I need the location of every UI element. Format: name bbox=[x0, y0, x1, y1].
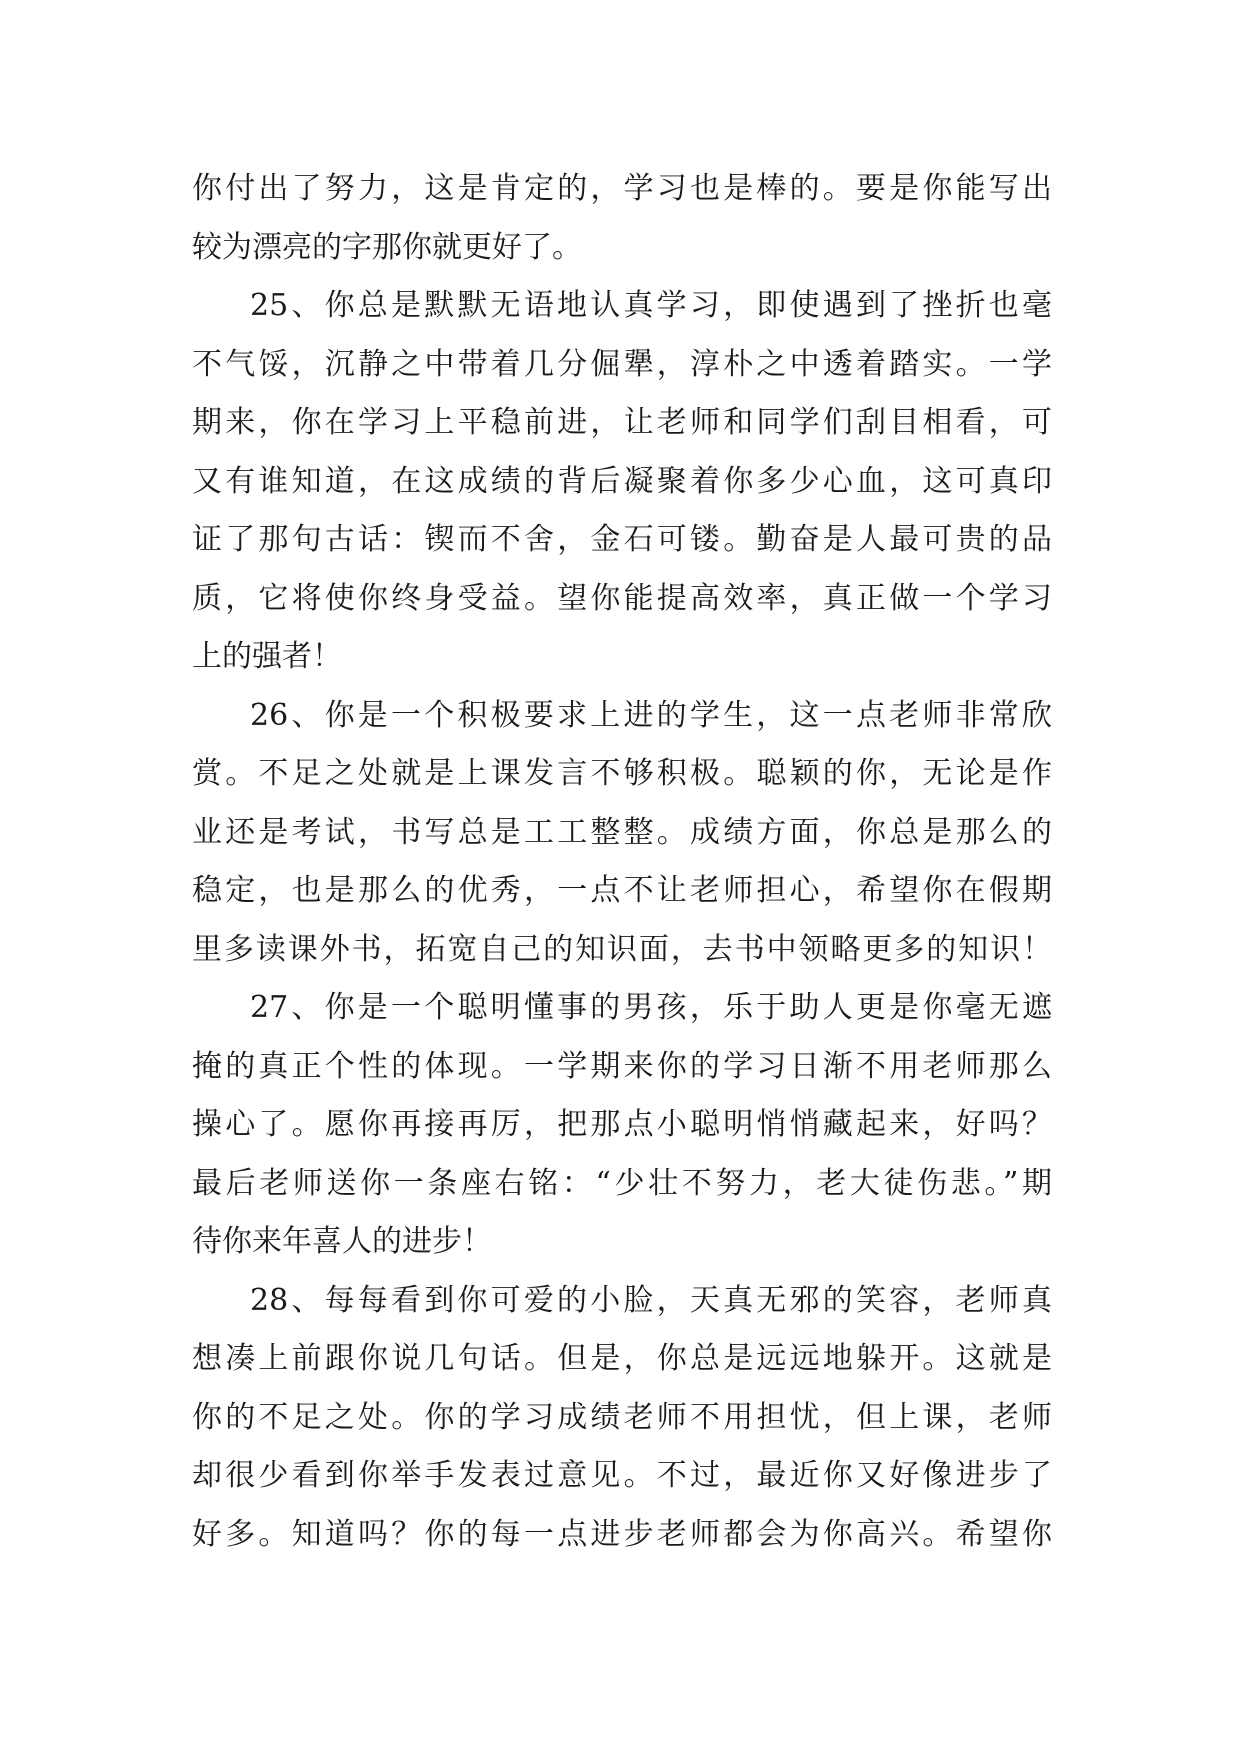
text-line: 你付出了努力，这是肯定的，学习也是棒的。要是你能写出 bbox=[192, 171, 1052, 206]
text-line: 27、你是一个聪明懂事的男孩，乐于助人更是你毫无遮 bbox=[250, 990, 1052, 1025]
text-line: 想凑上前跟你说几句话。但是，你总是远远地躲开。这就是 bbox=[192, 1341, 1052, 1376]
text-line: 赏。不足之处就是上课发言不够积极。聪颖的你，无论是作 bbox=[192, 756, 1052, 791]
text-line: 28、每每看到你可爱的小脸，天真无邪的笑容，老师真 bbox=[250, 1282, 1052, 1318]
text-line: 最后老师送你一条座右铭：“少壮不努力，老大徒伤悲。”期 bbox=[192, 1165, 1052, 1201]
text-line: 操心了。愿你再接再厉，把那点小聪明悄悄藏起来，好吗？ bbox=[192, 1107, 1052, 1142]
text-line: 26、你是一个积极要求上进的学生，这一点老师非常欣 bbox=[250, 697, 1052, 733]
body-text bbox=[192, 160, 1052, 1564]
text-line: 不气馁，沉静之中带着几分倔犟，淳朴之中透着踏实。一学 bbox=[192, 346, 1052, 382]
text-line: 又有谁知道，在这成绩的背后凝聚着你多少心血，这可真印 bbox=[192, 463, 1052, 499]
text-line: 里多读课外书，拓宽自己的知识面，去书中领略更多的知识！ bbox=[192, 931, 1052, 967]
text-line: 期来，你在学习上平稳前进，让老师和同学们刮目相看，可 bbox=[192, 405, 1052, 440]
text-line: 较为漂亮的字那你就更好了。 bbox=[192, 229, 582, 265]
text-line: 25、你总是默默无语地认真学习，即使遇到了挫折也毫 bbox=[250, 288, 1052, 323]
text-line: 却很少看到你举手发表过意见。不过，最近你又好像进步了 bbox=[192, 1458, 1052, 1493]
text-line: 上的强者！ bbox=[192, 639, 342, 674]
text-line: 好多。知道吗？你的每一点进步老师都会为你高兴。希望你 bbox=[192, 1516, 1052, 1552]
text-line: 稳定，也是那么的优秀，一点不让老师担心，希望你在假期 bbox=[192, 873, 1052, 908]
text-line: 掩的真正个性的体现。一学期来你的学习日渐不用老师那么 bbox=[192, 1048, 1052, 1084]
text-line: 质，它将使你终身受益。望你能提高效率，真正做一个学习 bbox=[192, 580, 1052, 616]
text-line: 证了那句古话：锲而不舍，金石可镂。勤奋是人最可贵的品 bbox=[192, 522, 1052, 557]
text-line: 待你来年喜人的进步！ bbox=[192, 1224, 492, 1259]
text-line: 你的不足之处。你的学习成绩老师不用担忧，但上课，老师 bbox=[192, 1399, 1052, 1435]
text-line: 业还是考试，书写总是工工整整。成绩方面，你总是那么的 bbox=[192, 814, 1052, 850]
